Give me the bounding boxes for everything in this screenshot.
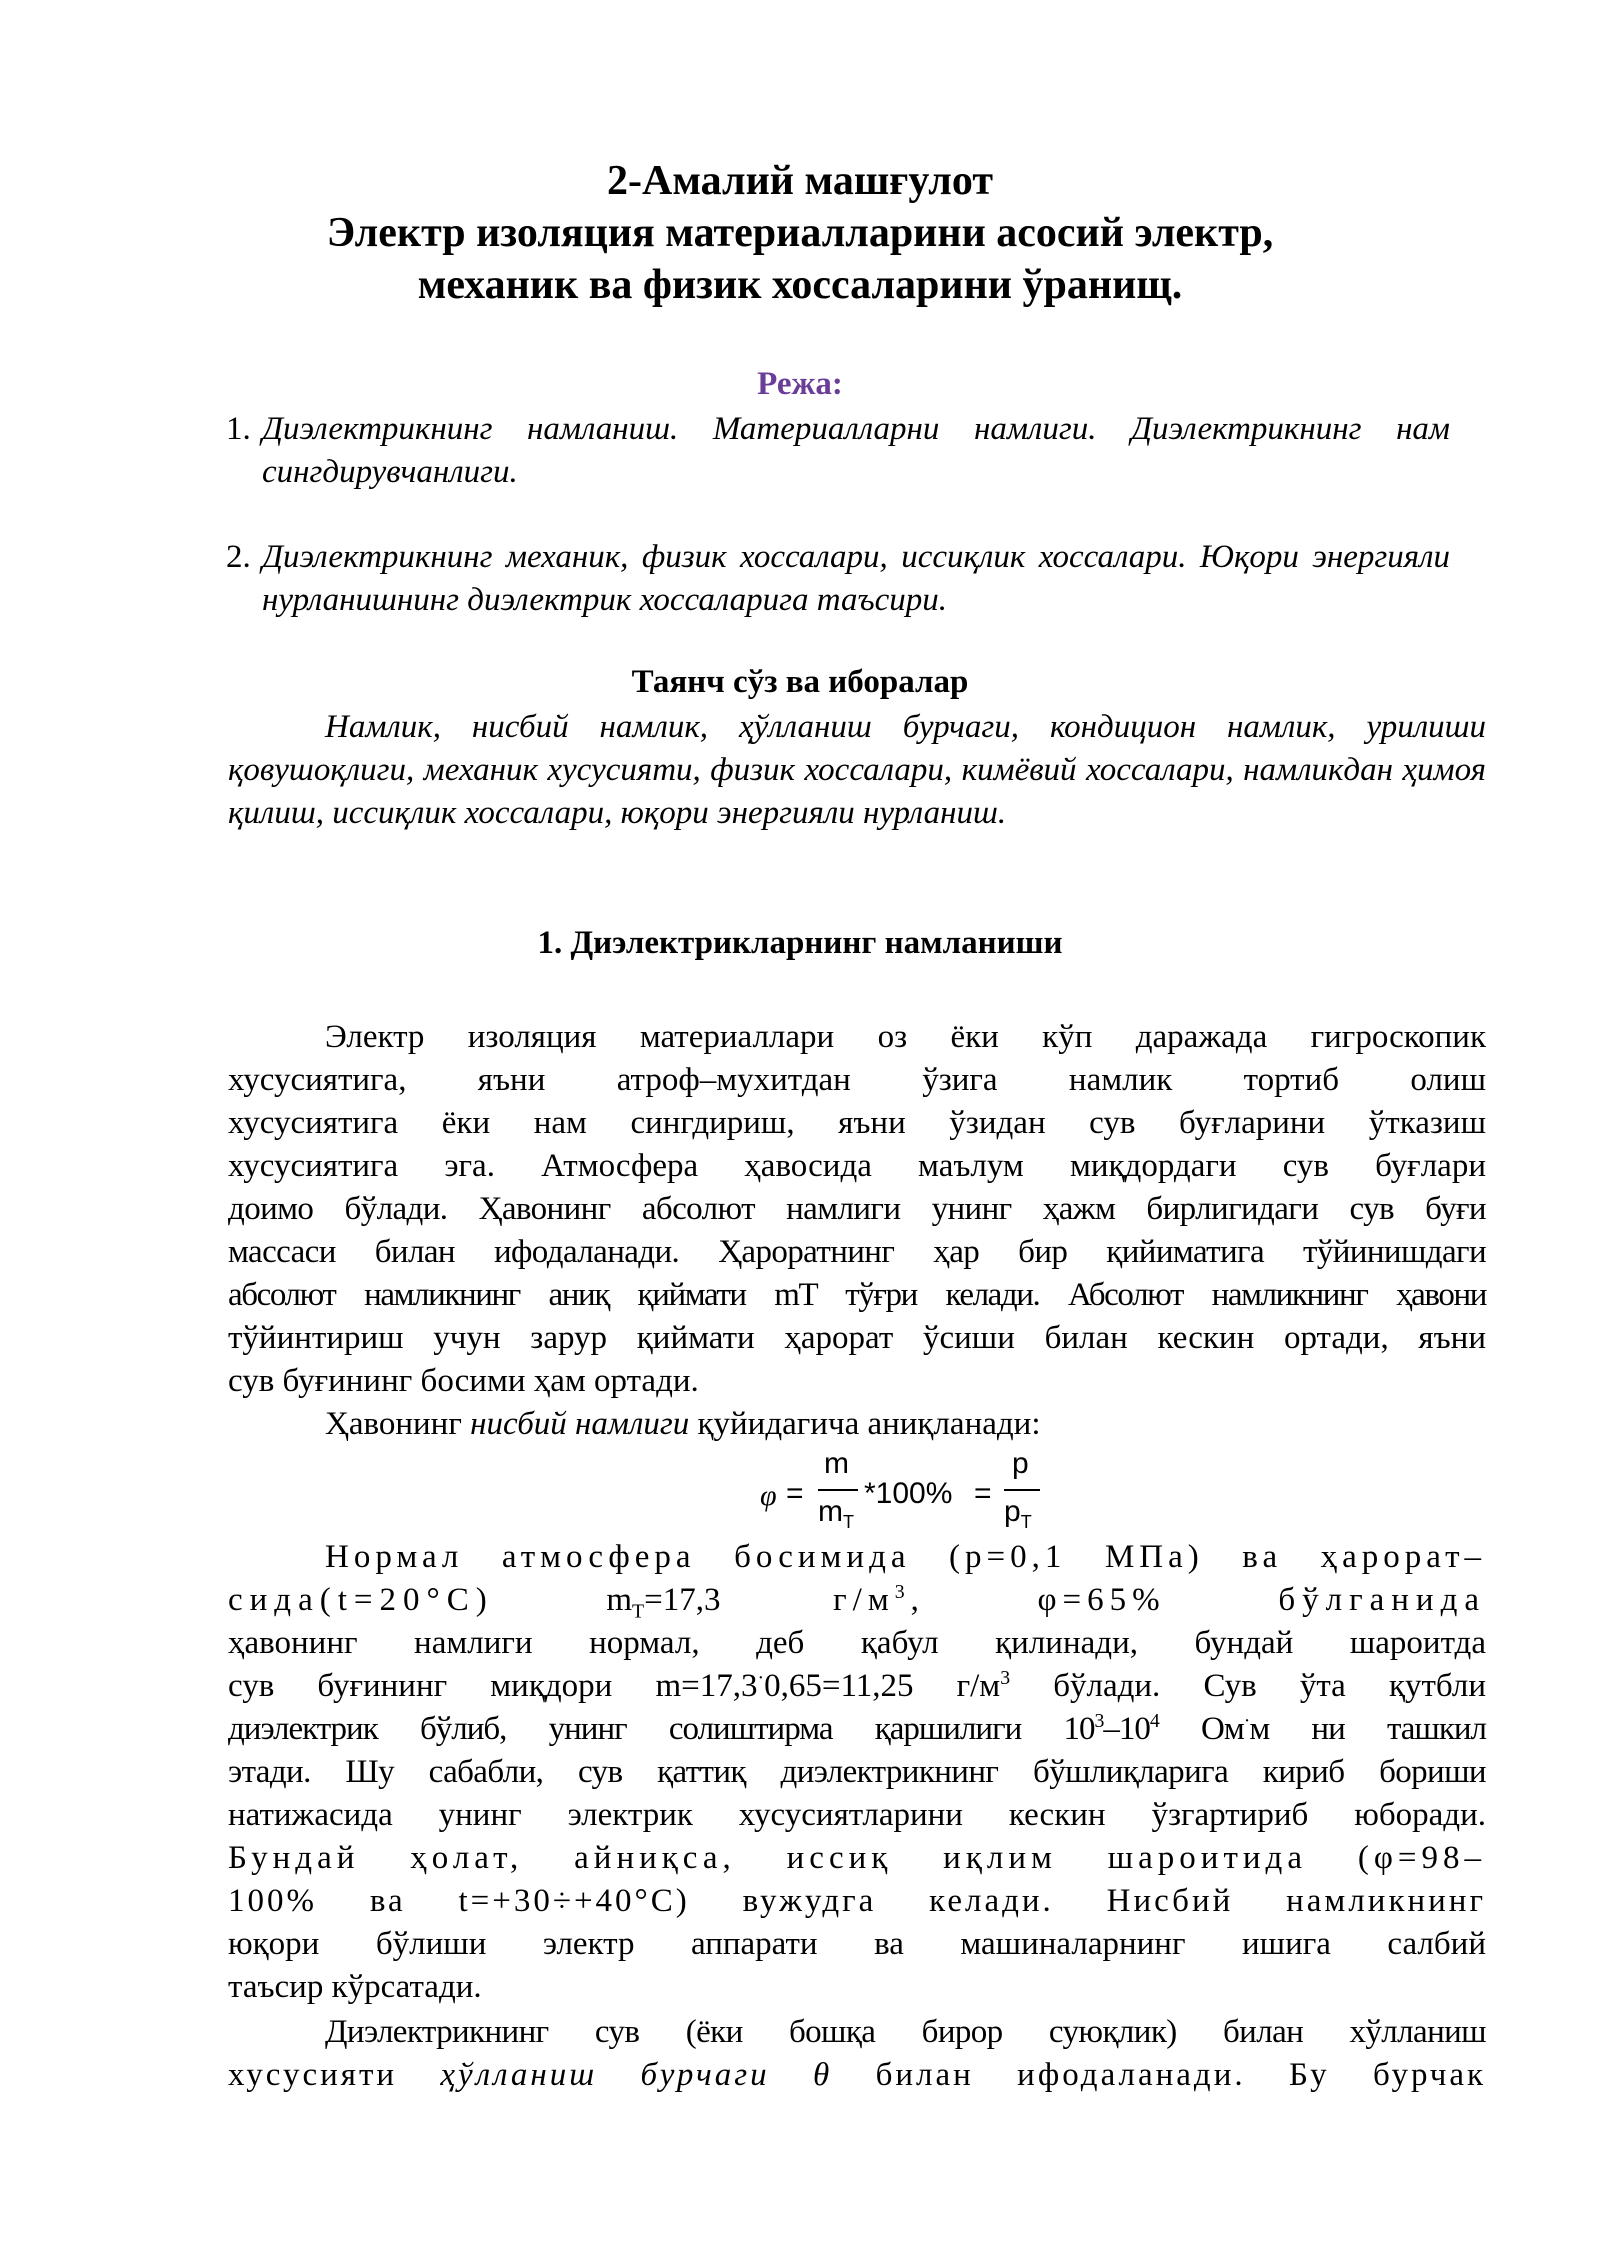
title-line-1: 2-Амалий машғулот [607,158,993,204]
plan-item-text: Диэлектрикнинг намланиш. Материалларни намлиги. Диэлектрикнинг нам сингдирувчанлиги. [262,411,1450,490]
formula-denominator: $m_T$ [818,1495,854,1532]
paragraph-line: Бундай ҳолат, айниқса, иссиқ иқлим шароитида (φ=98– [228,1840,1486,1876]
formula-intro-term: нисбий намлиги [470,1406,690,1442]
paragraph-line: Диэлектрикнинг сув (ёки бошқа бирор суюқлик) билан хўлланиш [325,2014,1486,2050]
paragraph-line: хусусиятига эга. Атмосфера ҳавосида маълум миқдордаги сув буғлари [228,1148,1486,1184]
plan-item-text: Диэлектрикнинг механик, физик хоссалари, иссиқлик хоссалари. Юқори энергияли нурланишнинг диэлектрик хоссаларига таъсири. [262,539,1450,618]
section-heading: 1. Диэлектрикларнинг намланиши [537,925,1063,961]
paragraph-line: хусусиятига, яъни атроф–мухитдан ўзига намлик тортиб олиш [228,1062,1486,1098]
humidity-formula [760,1447,1060,1547]
paragraph-line: 100% ва t=+30÷+40°C) вужудга келади. Нисбий намликнинг [228,1883,1486,1919]
paragraph-line: сида(t=20°C) $m_T=17,3$ $г/м^3$, φ=65% бўлганида [228,1581,1487,1623]
formula-intro-text: Ҳавонинг [325,1406,471,1442]
paragraph-line: тўйинтириш учун зарур қиймати ҳарорат ўсиши билан кескин ортади, яъни [228,1320,1486,1356]
paragraph-line: массаси билан ифодаланади. Ҳароратнинг ҳар бир қийиматига тўйинишдаги [228,1234,1486,1270]
plan-heading: Режа: [757,366,843,402]
formula-equals: = [974,1477,992,1510]
formula-numerator: m [824,1447,849,1480]
formula-multiplier: *100% [864,1477,953,1510]
paragraph-line: Нормал атмосфера босимида (p=0,1 МПа) ва ҳарорат– [325,1539,1486,1575]
plan-item-number: 2. [226,539,251,575]
plan-item-number: 1. [226,411,251,447]
paragraph-line: абсолют намликнинг аниқ қиймати mT тўғри келади. Абсолют намликнинг ҳавони [228,1277,1486,1313]
formula-numerator: p [1012,1447,1029,1480]
title-line-3: механик ва физик хоссаларини ўранищ. [417,262,1183,308]
paragraph-line: доимо бўлади. Ҳавонинг абсолют намлиги унинг ҳажм бирлигидаги сув буғи [228,1191,1486,1227]
paragraph-line: диэлектрик бўлиб, унинг солиштирма қаршилиги $10^3-10^4$ Ом·м ни ташкил [228,1710,1487,1747]
plan-item [226,536,1450,622]
paragraph-line: Электр изоляция материаллари оз ёки кўп даражада гигроскопик [325,1019,1486,1055]
paragraph-line: натижасида унинг электрик хусусиятларини кескин ўзгартириб юборади. [228,1797,1486,1833]
fraction-bar [818,1489,858,1491]
paragraph-line: этади. Шу сабабли, сув қаттиқ диэлектрикнинг бўшлиқларига кириб бориши [228,1754,1486,1790]
document-title [230,155,1370,311]
formula-intro [228,1403,1486,1446]
plan-item [226,408,1450,494]
keywords-text: Намлик, нисбий намлик, ҳўлланиш бурчаги, кондицион намлик, урилиши қовушоқлиги, механик хусусияти, физик хоссалари, кимёвий хоссалари, намликдан ҳимоя қилиш, иссиқлик хоссалари, юқори энергияли нурланиш. [228,709,1486,831]
formula-denominator: $p_T$ [1004,1495,1032,1532]
paragraph-line: таъсир кўрсатади. [228,1969,482,2005]
title-line-2: Электр изоляция материалларини асосий электр, [326,210,1274,256]
formula-intro-text: қуйидагича аниқланади: [689,1406,1041,1442]
paragraph-line: хусусияти ҳўлланиш бурчаги θ билан ифодаланади. Бу бурчак [228,2057,1487,2093]
paragraph-line: сув буғининг босими ҳам ортади. [228,1363,699,1399]
formula-phi: φ [760,1479,777,1512]
formula-equals: = [786,1477,804,1510]
paragraph-line: сув буғининг миқдори m=17,3·0,65=11,25 $г/м^3$ бўлади. Сув ўта қутбли [228,1667,1486,1704]
paragraph-line: юқори бўлиши электр аппарати ва машиналарнинг ишига салбий [228,1926,1486,1962]
keywords-heading: Таянч сўз ва иборалар [631,664,969,700]
paragraph-line: ҳавонинг намлиги нормал, деб қабул қилинади, бундай шароитда [228,1625,1486,1661]
paragraph-line: хусусиятига ёки нам сингдириш, яъни ўзидан сув буғларини ўтказиш [228,1105,1486,1141]
fraction-bar [1004,1489,1040,1491]
